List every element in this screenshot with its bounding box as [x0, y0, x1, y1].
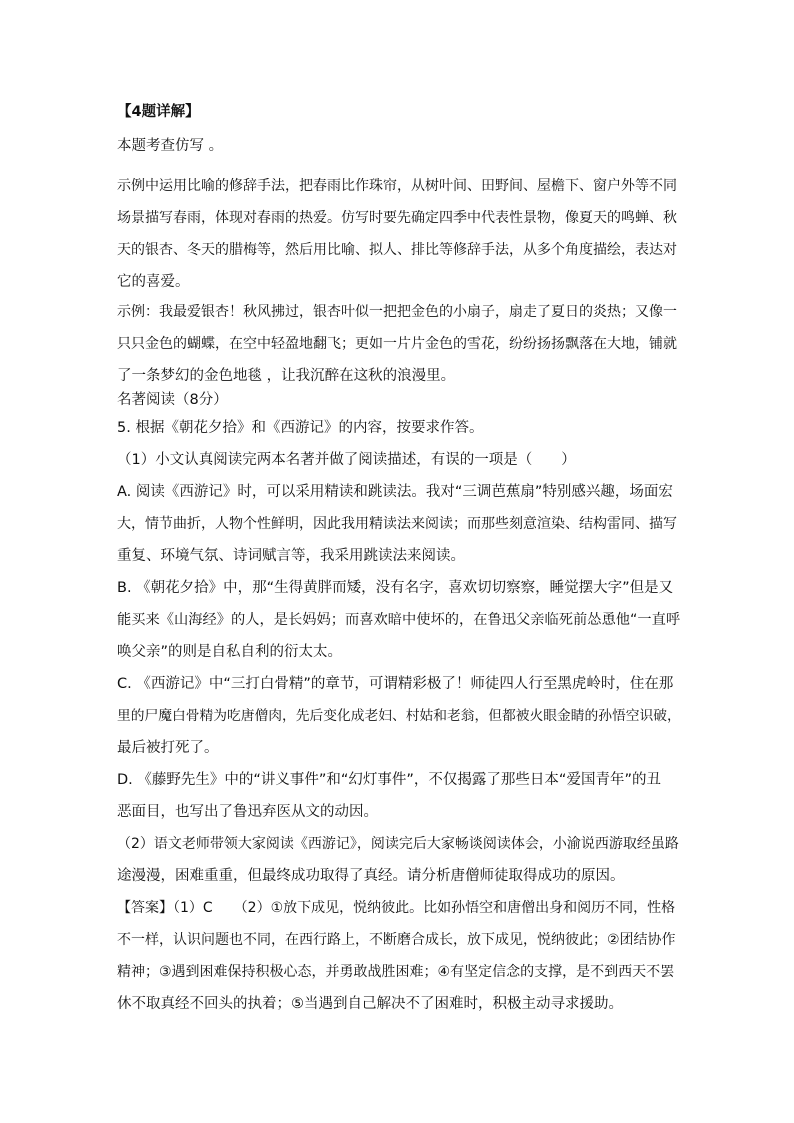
option-d: 恶面目，也写出了鲁迅弃医从文的动因。: [117, 804, 378, 820]
option-a: 大，情节曲折，人物个性鲜明，因此我用精读法来阅读；而那些刻意渲染、结构雷同、描写: [117, 516, 677, 532]
option-a: A. 阅读《西游记》时，可以采用精读和跳读法。我对“三调芭蕉扇”特别感兴趣，场面宏: [117, 484, 673, 500]
text-line: 天的银杏、冬天的腊梅等，然后用比喻、拟人、排比等修辞手法，从多个角度描绘，表达对: [117, 242, 677, 258]
text-line: 示例中运用比喻的修辞手法，把春雨比作珠帘，从树叶间、田野间、屋檐下、窗户外等不同: [117, 178, 677, 194]
text-line: 了一条梦幻的金色地毯 ，让我沉醉在这秋的浪漫里。: [117, 368, 456, 384]
answer-text: 【答案】（1）C （2）①放下成见，悦纳彼此。比如孙悟空和唐僧出身和阅历不同，性格: [117, 900, 676, 916]
text-line: 示例：我最爱银杏！秋风拂过，银杏叶似一把把金色的小扇子，扇走了夏日的炎热；又像一: [117, 304, 677, 320]
option-a: 重复、环境气氛、诗词赋言等，我采用跳读法来阅读。: [117, 548, 465, 564]
option-c: C. 《西游记》中“三打白骨精”的章节，可谓精彩极了！师徒四人行至黑虎岭时，住在那: [117, 676, 674, 692]
option-b: B. 《朝花夕拾》中，那“生得黄胖而矮，没有名字，喜欢切切察察，睡觉摆大字”但是又: [117, 580, 674, 596]
text-line: 它的喜爱。: [117, 274, 190, 290]
option-c: 最后被打死了。: [117, 740, 219, 756]
option-b: 能买来《山海经》的人，是长妈妈；而喜欢暗中使坏的，在鲁迅父亲临死前怂恿他“一直呼: [117, 612, 681, 628]
text-line: 场景描写春雨，体现对春雨的热爱。仿写时要先确定四季中代表性景物，像夏天的鸣蝉、秋: [117, 210, 677, 226]
section-title: 名著阅读（8分）: [117, 392, 228, 408]
question-part: （1）小文认真阅读完两本名著并做了阅读描述，有误的一项是（ ）: [117, 452, 576, 468]
text-line: 本题考查仿写 。: [117, 138, 224, 154]
text-line: 只只金色的蝴蝶，在空中轻盈地翻飞；更如一片片金色的雪花，纷纷扬扬飘落在大地，铺就: [117, 336, 677, 352]
option-c: 里的尸魔白骨精为吃唐僧肉，先后变化成老妇、村姑和老翁，但都被火眼金睛的孙悟空识破，: [117, 708, 681, 724]
question-part: 途漫漫，困难重重，但最终成功取得了真经。请分析唐僧师徒取得成功的原因。: [117, 868, 625, 884]
option-b: 唤父亲”的则是自私自利的衍太太。: [117, 644, 343, 660]
question-part: （2）语文老师带领大家阅读《西游记》，阅读完后大家畅谈阅读体会，小渝说西游取经虽路: [117, 836, 679, 852]
question-title: 5. 根据《朝花夕拾》和《西游记》的内容，按要求作答。: [117, 420, 484, 436]
answer-text: 不一样，认识问题也不同，在西行路上，不断磨合成长，放下成见，悦纳彼此；②团结协作: [117, 932, 676, 948]
option-d: D. 《藤野先生》中的“讲义事件”和“幻灯事件”，不仅揭露了那些日本“爱国青年”的丑: [117, 772, 661, 788]
section-heading: 【4题详解】: [117, 104, 200, 120]
answer-text: 休不取真经不回头的执着；⑤当遇到自己解决不了困难时，积极主动寻求援助。: [117, 996, 623, 1012]
answer-text: 精神；③遇到困难保持积极心态，并勇敢战胜困难；④有坚定信念的支撑，是不到西天不罢: [117, 964, 675, 980]
